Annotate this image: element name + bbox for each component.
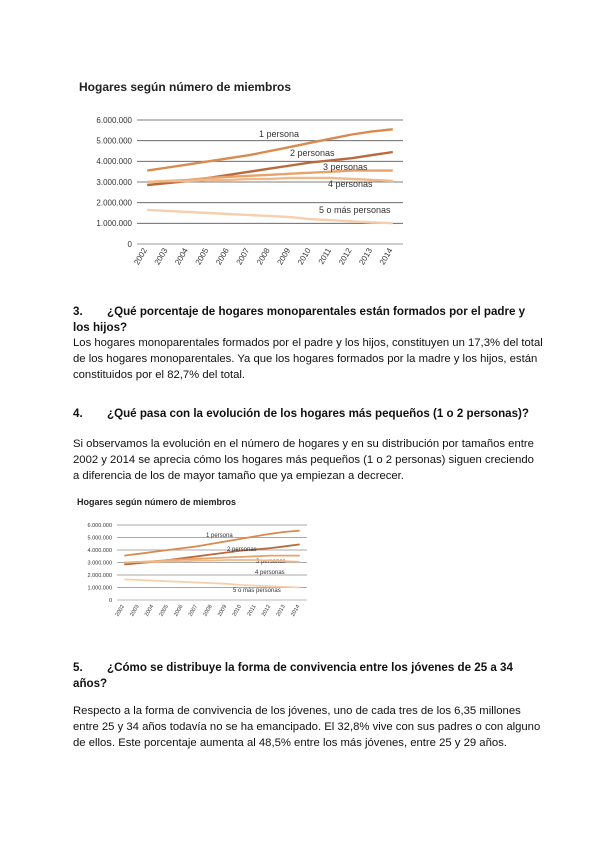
- chart-1-y-tick-label: 4.000.000: [96, 157, 132, 167]
- chart-2-y-tick-label: 4.000.000: [87, 547, 112, 554]
- chart-2-x-tick-label: 2007: [187, 604, 200, 618]
- chart-1-series-label: 5 o más personas: [319, 205, 391, 215]
- chart-1: [75, 74, 415, 274]
- chart-2-x-tick-label: 2014: [290, 604, 302, 618]
- answer-4: Si observamos la evolución en el número de hogares y en su distribución por tamaños entre 2002 y 2014 se aprecia cómo los hogares más pequeños (1 o 2 personas) siguen creciendo a diferencia de los de mayor tamaño que ya empiezan a decrecer.: [73, 438, 534, 482]
- chart-2-x-tick-label: 2006: [173, 604, 185, 618]
- answer-5: Respecto a la forma de convivencia de los jóvenes, uno de cada tres de los 6,35 millones entre 25 y 34 años todavía no se ha emancipado. El 32,8% vive con sus padres o con alguno de ellos. Este porcentaje aumenta al 48,5% entre los más jóvenes, entre 25 y 29 años.: [73, 705, 541, 749]
- chart-2-y-tick-label: 5.000.000: [87, 535, 112, 542]
- chart-2-y-tick-label: 3.000.000: [87, 560, 112, 567]
- chart-2-series-label: 4 personas: [255, 570, 285, 576]
- chart-1-y-tick-label: 5.000.000: [96, 136, 132, 146]
- chart-2-y-tick-label: 0: [108, 597, 112, 604]
- question-3: [73, 304, 543, 335]
- chart-2-x-tick-label: 2003: [129, 604, 141, 618]
- chart-2-y-tick-label: 1.000.000: [87, 585, 112, 592]
- chart-1-y-tick-label: 2.000.000: [96, 198, 132, 208]
- chart-1-x-tick-label: 2002: [132, 246, 149, 267]
- question-3-number: 3.: [73, 305, 83, 318]
- question-5: [73, 660, 543, 691]
- chart-2-x-tick-label: 2010: [231, 604, 243, 618]
- chart-2-y-tick-label: 6.000.000: [87, 522, 112, 529]
- answer-3: Los hogares monoparentales formados por el padre y los hijos, constituyen un 17,3% del total de los hogares monoparentales. Ya que los hogares formados por la madre y los hijos, están constituidos por el 82,7% del total.: [73, 337, 543, 381]
- chart-2: [75, 493, 325, 643]
- chart-1-y-tick-label: 3.000.000: [96, 177, 132, 187]
- question-4: [73, 406, 543, 422]
- chart-2-plot: [75, 493, 325, 643]
- question-5-text: ¿Cómo se distribuye la forma de convivencia entre los jóvenes de 25 a 34 años?: [73, 661, 513, 690]
- chart-1-x-tick-label: 2011: [316, 246, 334, 266]
- chart-2-series-line: [124, 579, 299, 587]
- chart-1-x-tick-label: 2008: [255, 246, 272, 267]
- question-4-text: ¿Qué pasa con la evolución de los hogares más pequeños (1 o 2 personas)?: [107, 407, 529, 420]
- chart-2-series-label: 1 persona: [206, 533, 233, 539]
- chart-1-y-tick-label: 1.000.000: [96, 219, 132, 229]
- chart-1-y-tick-label: 6.000.000: [96, 115, 132, 125]
- chart-1-x-tick-label: 2007: [234, 246, 252, 267]
- chart-1-series-label: 2 personas: [290, 148, 335, 158]
- chart-1-x-tick-label: 2006: [214, 246, 231, 267]
- chart-2-x-tick-label: 2005: [158, 604, 170, 618]
- question-5-number: 5.: [73, 661, 83, 674]
- question-3-text: ¿Qué porcentaje de hogares monoparentales están formados por el padre y los hijos?: [73, 305, 526, 334]
- chart-2-y-tick-label: 2.000.000: [87, 572, 112, 579]
- chart-2-series-label: 2 personas: [227, 547, 257, 553]
- chart-2-x-tick-label: 2004: [143, 604, 156, 618]
- chart-1-series-label: 1 persona: [259, 129, 300, 139]
- chart-1-series-label: 3 personas: [323, 162, 368, 172]
- chart-2-x-tick-label: 2009: [217, 604, 229, 618]
- chart-1-x-tick-label: 2012: [336, 246, 354, 267]
- chart-1-series-label: 4 personas: [328, 179, 373, 189]
- chart-1-x-tick-label: 2005: [193, 246, 211, 267]
- chart-1-x-tick-label: 2004: [173, 246, 190, 267]
- chart-2-title: Hogares según número de miembros: [77, 497, 237, 507]
- chart-2-series-label: 5 o más personas: [233, 588, 281, 594]
- chart-1-x-tick-label: 2014: [377, 246, 395, 267]
- chart-1-y-tick-label: 0: [127, 239, 132, 249]
- chart-1-x-tick-label: 2003: [152, 246, 170, 267]
- question-4-number: 4.: [73, 407, 83, 420]
- chart-1-x-tick-label: 2009: [275, 246, 293, 267]
- chart-2-x-tick-label: 2011: [246, 604, 258, 618]
- chart-1-x-tick-label: 2010: [295, 246, 313, 267]
- chart-1-title: Hogares según número de miembros: [79, 80, 292, 94]
- chart-2-x-tick-label: 2012: [260, 604, 273, 618]
- chart-2-x-tick-label: 2002: [114, 604, 127, 618]
- chart-1-plot: [75, 74, 415, 274]
- chart-1-x-tick-label: 2013: [357, 246, 375, 267]
- chart-2-x-tick-label: 2008: [202, 604, 214, 618]
- chart-2-series-label: 3 personas: [256, 559, 286, 565]
- chart-2-x-tick-label: 2013: [275, 604, 287, 618]
